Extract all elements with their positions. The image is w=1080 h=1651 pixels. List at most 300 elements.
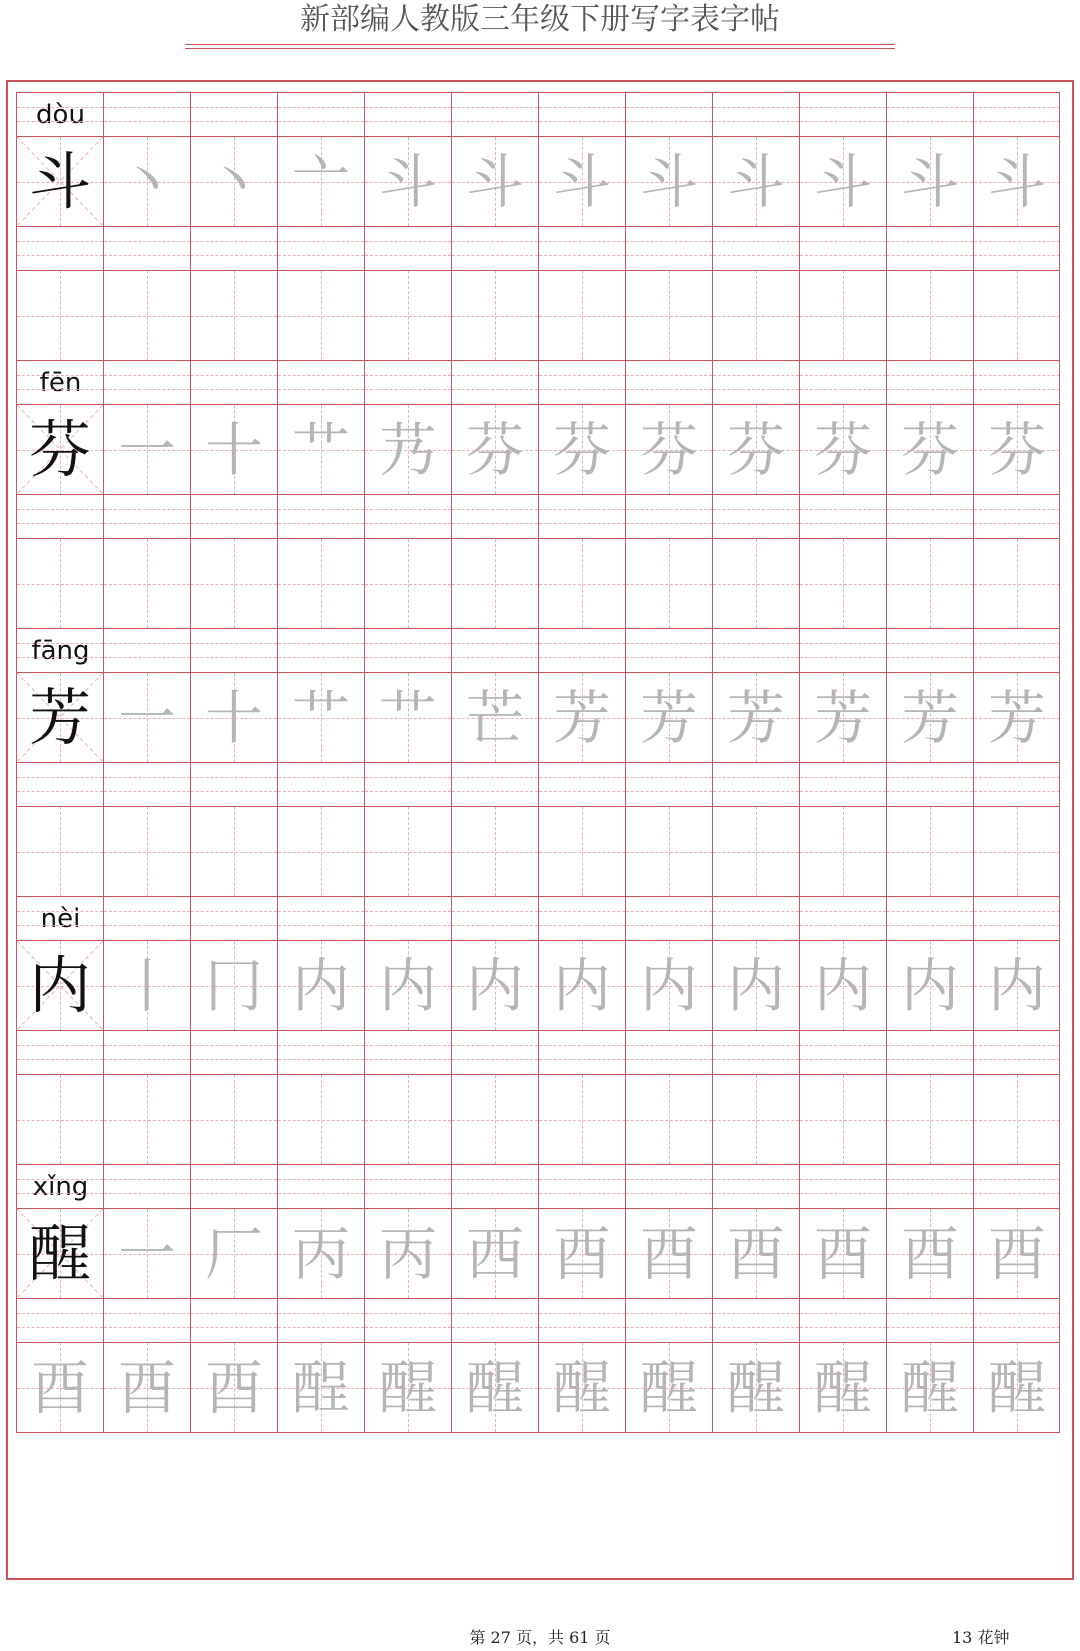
pinyin-cell <box>451 494 538 538</box>
pinyin-cell <box>103 896 190 940</box>
trace-char-cell <box>625 1342 712 1432</box>
trace-char-cell <box>625 538 712 628</box>
trace-char-cell <box>190 940 277 1030</box>
trace-char-cell <box>712 806 799 896</box>
trace-character: 内 <box>465 951 524 1020</box>
trace-char-cell <box>451 404 538 494</box>
pinyin-label: dòu <box>36 100 85 130</box>
trace-character: 醒 <box>900 1353 959 1422</box>
trace-character: 丨 <box>117 951 176 1020</box>
trace-character: 芳 <box>726 683 785 752</box>
trace-char-cell <box>625 672 712 762</box>
pinyin-cell <box>190 1164 277 1208</box>
pinyin-cell <box>451 628 538 672</box>
pinyin-label: nèi <box>40 904 81 934</box>
trace-char-cell <box>364 270 451 360</box>
trace-char-cell <box>451 538 538 628</box>
trace-character: 艹 <box>291 683 350 752</box>
trace-char-cell <box>103 404 190 494</box>
trace-char-cell <box>277 1074 364 1164</box>
trace-char-cell <box>538 404 625 494</box>
trace-char-cell <box>538 1074 625 1164</box>
trace-char-cell <box>277 538 364 628</box>
pinyin-cell <box>103 1030 190 1074</box>
trace-char-cell <box>799 1208 886 1298</box>
trace-character: 艹 <box>378 683 437 752</box>
char-band <box>16 270 1060 360</box>
pinyin-band <box>16 226 1060 270</box>
trace-character: 酲 <box>291 1353 350 1422</box>
trace-character: 酉 <box>726 1219 785 1288</box>
pinyin-cell <box>16 1030 103 1074</box>
trace-char-cell <box>16 270 103 360</box>
trace-char-cell <box>712 270 799 360</box>
trace-char-cell <box>886 806 973 896</box>
trace-char-cell <box>451 270 538 360</box>
trace-char-cell <box>16 538 103 628</box>
trace-char-cell <box>190 1208 277 1298</box>
trace-char-cell <box>712 404 799 494</box>
page-number: 第 27 页，共 61 页 <box>469 1628 611 1647</box>
trace-char-cell <box>364 806 451 896</box>
trace-character: 十 <box>204 683 263 752</box>
char-band <box>16 136 1060 226</box>
pinyin-cell <box>799 1164 886 1208</box>
trace-char-cell <box>103 806 190 896</box>
trace-char-cell <box>973 1342 1060 1432</box>
pinyin-cell <box>451 360 538 404</box>
pinyin-cell <box>886 494 973 538</box>
pinyin-cell <box>712 762 799 806</box>
pinyin-cell <box>799 360 886 404</box>
pinyin-cell <box>16 1298 103 1342</box>
pinyin-cell <box>712 92 799 136</box>
trace-character: 西 <box>465 1219 524 1288</box>
pinyin-cell <box>886 762 973 806</box>
trace-char-cell <box>538 270 625 360</box>
pinyin-cell <box>799 92 886 136</box>
pinyin-cell <box>625 1298 712 1342</box>
pinyin-cell <box>16 92 103 136</box>
trace-char-cell <box>886 940 973 1030</box>
trace-character: 芬 <box>465 415 524 484</box>
trace-character: 酉 <box>30 1353 89 1422</box>
trace-char-cell <box>973 672 1060 762</box>
pinyin-cell <box>451 762 538 806</box>
pinyin-cell <box>886 92 973 136</box>
model-character: 斗 <box>28 144 91 218</box>
pinyin-band <box>16 360 1060 404</box>
trace-character: 芬 <box>726 415 785 484</box>
model-character: 内 <box>28 948 91 1022</box>
pinyin-cell <box>364 226 451 270</box>
pinyin-label: fēn <box>39 368 82 398</box>
pinyin-cell <box>886 1030 973 1074</box>
trace-char-cell <box>799 1342 886 1432</box>
trace-char-cell <box>190 672 277 762</box>
page-title: 新部编人教版三年级下册写字表字帖 <box>300 2 780 37</box>
trace-char-cell <box>190 1342 277 1432</box>
trace-character: 内 <box>813 951 872 1020</box>
pinyin-band <box>16 494 1060 538</box>
pinyin-label: xǐng <box>32 1172 89 1202</box>
trace-character: 芬 <box>552 415 611 484</box>
trace-char-cell <box>712 1342 799 1432</box>
pinyin-cell <box>451 92 538 136</box>
pinyin-cell <box>973 1030 1060 1074</box>
char-band <box>16 940 1060 1030</box>
pinyin-cell <box>973 360 1060 404</box>
trace-char-cell <box>625 136 712 226</box>
lesson-label: 13 花钟 <box>952 1628 1010 1647</box>
trace-char-cell <box>103 672 190 762</box>
trace-character: 芳 <box>552 683 611 752</box>
trace-character: 斗 <box>987 147 1046 216</box>
trace-char-cell <box>538 538 625 628</box>
trace-character: 芳 <box>813 683 872 752</box>
pinyin-cell <box>451 1164 538 1208</box>
pinyin-cell <box>973 628 1060 672</box>
trace-character: 丶 <box>117 147 176 216</box>
model-char-cell <box>16 136 103 226</box>
pinyin-cell <box>799 1298 886 1342</box>
char-band <box>16 806 1060 896</box>
trace-char-cell <box>103 1342 190 1432</box>
trace-character: 芳 <box>639 683 698 752</box>
trace-character: 亠 <box>291 147 350 216</box>
trace-character: 内 <box>639 951 698 1020</box>
pinyin-cell <box>538 762 625 806</box>
trace-char-cell <box>451 672 538 762</box>
pinyin-cell <box>973 494 1060 538</box>
pinyin-cell <box>799 762 886 806</box>
pinyin-cell <box>799 226 886 270</box>
title-rule-bottom <box>185 48 895 49</box>
trace-char-cell <box>625 1208 712 1298</box>
pinyin-cell <box>712 628 799 672</box>
trace-char-cell <box>190 404 277 494</box>
trace-character: 酉 <box>987 1219 1046 1288</box>
trace-character: 斗 <box>378 147 437 216</box>
pinyin-cell <box>625 1030 712 1074</box>
trace-char-cell <box>16 806 103 896</box>
trace-char-cell <box>886 1342 973 1432</box>
trace-character: 酉 <box>900 1219 959 1288</box>
pinyin-cell <box>277 494 364 538</box>
pinyin-cell <box>190 360 277 404</box>
pinyin-cell <box>16 494 103 538</box>
pinyin-cell <box>103 762 190 806</box>
trace-character: 一 <box>117 1219 176 1288</box>
trace-char-cell <box>973 1208 1060 1298</box>
trace-character: 醒 <box>726 1353 785 1422</box>
trace-character: 斗 <box>639 147 698 216</box>
trace-char-cell <box>451 1342 538 1432</box>
model-char-cell <box>16 1208 103 1298</box>
trace-character: 酉 <box>813 1219 872 1288</box>
trace-character: 醒 <box>465 1353 524 1422</box>
pinyin-cell <box>451 1030 538 1074</box>
char-band <box>16 1074 1060 1164</box>
pinyin-cell <box>886 896 973 940</box>
title-rule-top <box>185 44 895 45</box>
pinyin-cell <box>538 1164 625 1208</box>
trace-character: 斗 <box>552 147 611 216</box>
trace-character: 斗 <box>465 147 524 216</box>
pinyin-cell <box>190 896 277 940</box>
trace-char-cell <box>277 806 364 896</box>
trace-char-cell <box>625 806 712 896</box>
trace-char-cell <box>712 940 799 1030</box>
trace-char-cell <box>886 672 973 762</box>
trace-char-cell <box>364 136 451 226</box>
pinyin-band <box>16 1164 1060 1208</box>
trace-char-cell <box>277 940 364 1030</box>
trace-character: 丶 <box>204 147 263 216</box>
trace-char-cell <box>277 270 364 360</box>
trace-char-cell <box>451 806 538 896</box>
pinyin-cell <box>538 360 625 404</box>
pinyin-band <box>16 762 1060 806</box>
pinyin-cell <box>799 1030 886 1074</box>
trace-character: 内 <box>900 951 959 1020</box>
trace-char-cell <box>886 404 973 494</box>
trace-char-cell <box>886 538 973 628</box>
trace-char-cell <box>973 806 1060 896</box>
pinyin-cell <box>451 1298 538 1342</box>
trace-char-cell <box>538 1208 625 1298</box>
trace-char-cell <box>625 940 712 1030</box>
pinyin-cell <box>16 360 103 404</box>
pinyin-cell <box>277 896 364 940</box>
trace-char-cell <box>103 1074 190 1164</box>
entry-row <box>16 1164 1060 1432</box>
pinyin-cell <box>16 226 103 270</box>
pinyin-cell <box>886 628 973 672</box>
trace-char-cell <box>277 672 364 762</box>
char-band <box>16 538 1060 628</box>
pinyin-cell <box>16 896 103 940</box>
trace-char-cell <box>364 1208 451 1298</box>
trace-char-cell <box>103 136 190 226</box>
pinyin-cell <box>886 360 973 404</box>
pinyin-cell <box>538 92 625 136</box>
pinyin-band <box>16 1030 1060 1074</box>
pinyin-cell <box>625 896 712 940</box>
pinyin-cell <box>364 762 451 806</box>
trace-char-cell <box>364 404 451 494</box>
pinyin-cell <box>712 1164 799 1208</box>
pinyin-cell <box>364 494 451 538</box>
pinyin-band <box>16 92 1060 136</box>
pinyin-cell <box>625 92 712 136</box>
trace-char-cell <box>712 1208 799 1298</box>
trace-char-cell <box>799 538 886 628</box>
pinyin-cell <box>277 1164 364 1208</box>
pinyin-cell <box>103 1298 190 1342</box>
trace-char-cell <box>625 404 712 494</box>
trace-character: 醒 <box>987 1353 1046 1422</box>
trace-char-cell <box>799 672 886 762</box>
trace-character: 酉 <box>117 1353 176 1422</box>
pinyin-cell <box>364 1030 451 1074</box>
pinyin-band <box>16 628 1060 672</box>
pinyin-cell <box>190 494 277 538</box>
trace-character: 内 <box>726 951 785 1020</box>
pinyin-band <box>16 896 1060 940</box>
trace-char-cell <box>799 1074 886 1164</box>
pinyin-cell <box>190 226 277 270</box>
char-band <box>16 1208 1060 1298</box>
pinyin-cell <box>103 92 190 136</box>
trace-char-cell <box>190 806 277 896</box>
pinyin-cell <box>277 1298 364 1342</box>
trace-char-cell <box>190 270 277 360</box>
entry-row <box>16 360 1060 628</box>
trace-char-cell <box>973 538 1060 628</box>
trace-char-cell <box>451 136 538 226</box>
pinyin-cell <box>973 226 1060 270</box>
trace-character: 十 <box>204 415 263 484</box>
char-band <box>16 1342 1060 1432</box>
pinyin-cell <box>190 762 277 806</box>
grid-bottom-border <box>16 1432 1060 1433</box>
trace-char-cell <box>625 1074 712 1164</box>
trace-char-cell <box>625 270 712 360</box>
pinyin-cell <box>538 226 625 270</box>
trace-char-cell <box>712 538 799 628</box>
trace-char-cell <box>538 806 625 896</box>
trace-char-cell <box>799 404 886 494</box>
trace-char-cell <box>799 270 886 360</box>
trace-character: 芳 <box>987 683 1046 752</box>
trace-char-cell <box>886 1208 973 1298</box>
practice-grid <box>16 92 1060 1433</box>
trace-character: 芬 <box>813 415 872 484</box>
trace-char-cell <box>277 1208 364 1298</box>
pinyin-cell <box>973 1298 1060 1342</box>
pinyin-cell <box>973 92 1060 136</box>
trace-char-cell <box>973 136 1060 226</box>
pinyin-cell <box>190 628 277 672</box>
trace-character: 内 <box>291 951 350 1020</box>
pinyin-cell <box>886 226 973 270</box>
trace-char-cell <box>103 538 190 628</box>
pinyin-band <box>16 1298 1060 1342</box>
pinyin-label: fāng <box>31 636 90 666</box>
trace-char-cell <box>277 136 364 226</box>
trace-char-cell <box>364 940 451 1030</box>
pinyin-cell <box>190 1298 277 1342</box>
pinyin-cell <box>886 1164 973 1208</box>
trace-character: 丙 <box>378 1219 437 1288</box>
pinyin-cell <box>277 1030 364 1074</box>
trace-character: 一 <box>117 415 176 484</box>
entry-row <box>16 92 1060 360</box>
trace-char-cell <box>886 270 973 360</box>
model-char-cell <box>16 672 103 762</box>
trace-char-cell <box>103 940 190 1030</box>
pinyin-cell <box>277 92 364 136</box>
entry-row <box>16 628 1060 896</box>
model-character: 芳 <box>28 680 91 754</box>
pinyin-cell <box>973 896 1060 940</box>
pinyin-cell <box>712 226 799 270</box>
pinyin-cell <box>886 1298 973 1342</box>
trace-character: 醒 <box>378 1353 437 1422</box>
trace-character: 厂 <box>204 1219 263 1288</box>
pinyin-cell <box>712 1298 799 1342</box>
trace-character: 艹 <box>291 415 350 484</box>
pinyin-cell <box>625 628 712 672</box>
trace-char-cell <box>799 940 886 1030</box>
trace-character: 醒 <box>813 1353 872 1422</box>
trace-char-cell <box>364 1342 451 1432</box>
pinyin-cell <box>103 628 190 672</box>
trace-char-cell <box>538 136 625 226</box>
pinyin-cell <box>712 896 799 940</box>
trace-character: 醒 <box>552 1353 611 1422</box>
pinyin-cell <box>451 226 538 270</box>
trace-char-cell <box>799 806 886 896</box>
pinyin-cell <box>538 1030 625 1074</box>
pinyin-cell <box>712 360 799 404</box>
trace-character: 斗 <box>726 147 785 216</box>
trace-char-cell <box>103 270 190 360</box>
trace-char-cell <box>364 1074 451 1164</box>
entry-row <box>16 896 1060 1164</box>
trace-char-cell <box>712 672 799 762</box>
trace-char-cell <box>364 538 451 628</box>
trace-char-cell <box>190 538 277 628</box>
pinyin-cell <box>973 1164 1060 1208</box>
pinyin-cell <box>799 896 886 940</box>
trace-character: 艿 <box>378 415 437 484</box>
model-character: 醒 <box>28 1216 91 1290</box>
pinyin-cell <box>364 896 451 940</box>
trace-character: 冂 <box>204 951 263 1020</box>
trace-character: 斗 <box>900 147 959 216</box>
trace-char-cell <box>451 940 538 1030</box>
trace-character: 酉 <box>204 1353 263 1422</box>
pinyin-cell <box>973 762 1060 806</box>
trace-char-cell <box>538 1342 625 1432</box>
pinyin-cell <box>16 1164 103 1208</box>
pinyin-cell <box>538 628 625 672</box>
trace-char-cell <box>538 672 625 762</box>
pinyin-cell <box>799 494 886 538</box>
pinyin-cell <box>364 360 451 404</box>
trace-character: 醒 <box>639 1353 698 1422</box>
pinyin-cell <box>16 762 103 806</box>
trace-character: 斗 <box>813 147 872 216</box>
trace-char-cell <box>973 1074 1060 1164</box>
trace-char-cell <box>190 1074 277 1164</box>
pinyin-cell <box>625 762 712 806</box>
pinyin-cell <box>277 762 364 806</box>
pinyin-cell <box>625 226 712 270</box>
trace-char-cell <box>712 136 799 226</box>
pinyin-cell <box>625 360 712 404</box>
trace-character: 一 <box>117 683 176 752</box>
model-char-cell <box>16 404 103 494</box>
pinyin-cell <box>799 628 886 672</box>
trace-character: 芒 <box>465 683 524 752</box>
pinyin-cell <box>16 628 103 672</box>
trace-char-cell <box>886 1074 973 1164</box>
trace-character: 内 <box>552 951 611 1020</box>
char-band <box>16 672 1060 762</box>
